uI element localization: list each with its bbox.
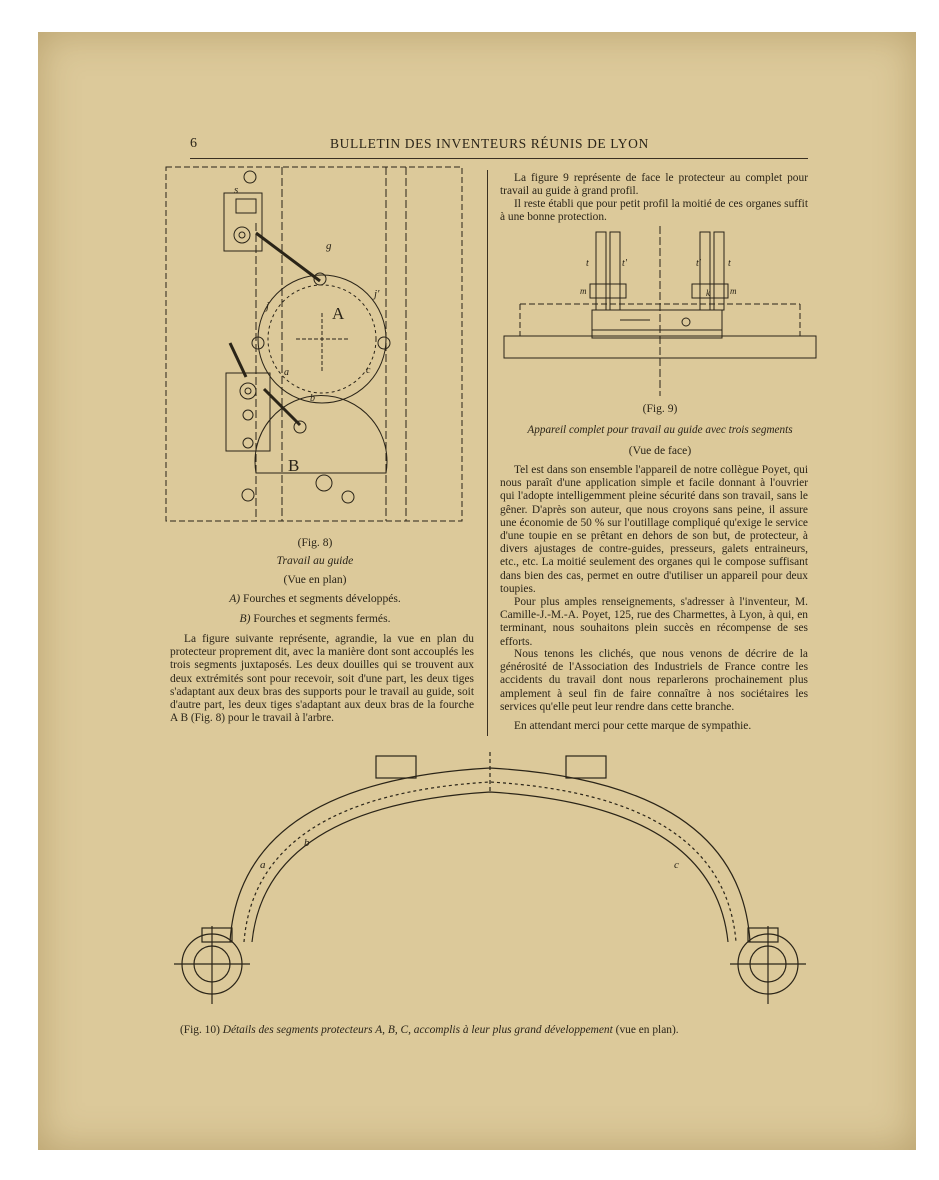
fig8-note-a-key: A) [229,592,241,605]
fig8-view: (Vue en plan) [283,573,347,586]
page-number: 6 [190,136,197,151]
fig10-caption-text: Détails des segments protecteurs A, B, C, accomplis à leur plus grand développement [219,1024,613,1036]
fig8-label-j: j [266,300,270,312]
fig10-caption-view: (vue en plan). [612,1024,679,1036]
fig9-label-t-prime-left: t' [622,258,627,269]
fig8-caption: (Fig. 8) [297,536,333,549]
fig8-label-c: c [366,365,371,376]
fig8-label-B: B [288,456,300,475]
fig9-drawing [500,226,820,396]
right-body-paragraph-1: Tel est dans son ensemble l'appareil de notre collègue Poyet, qui nous paraît d'une application simple et facile donnant à l'ouvrier qui l'adopte intelligemment pleine sécurité dans son travail, sans le gêner. D'après son auteur, que nous croyons sans peine, il assure une économie de 50 % sur l'outillage compliqué qu'exige le service d'une toupie en se prêtant en dehors de son but, de protecteur, à divers ajustages de contre-guides, presseurs, galets entraineurs, etc., etc. La moitié seulement des organes qui le compose suffisant dans bien des cas, permet en outre d'utiliser un appareil pour deux toupies. [500,464,808,595]
fig9-label-k: k [706,288,710,298]
fig9-label-t-right: t [728,258,731,269]
fig10-caption [180,1024,820,1036]
fig8-label-a: a [284,367,289,378]
fig9-view: (Vue de face) [628,444,692,457]
fig9-label-t-left: t [586,258,589,269]
fig8-drawing [160,163,470,528]
left-body-paragraph: La figure suivante représente, agrandie, la vue en plan du protecteur proprement dit, avec la manière dont sont accouplés les trois segments juxtaposés. Les deux douilles qui se trouvent aux deux extrémités sont pour recevoir, soit d'une part, les deux tiges s'adaptant aux deux bras des supports pour le travail au guide, soit d'autre part, les deux tiges s'adaptant aux deux bras de la fourche A B (Fig. 8) pour le travail à l'arbre. [170,633,474,725]
fig8-note-b-text: Fourches et segments fermés. [250,612,391,625]
right-body-paragraph-2: Pour plus amples renseignements, s'adresser à l'inventeur, M. Camille-J.-M.-A. Poyet, 125, rue des Charmettes, à Lyon, à qui, en terminant, nous souhaitons plein succès en récompense de ses efforts. [500,596,808,648]
fig9-label-m-left: m [580,286,587,296]
fig8-label-b: b [310,393,315,404]
fig8-note-b-key: B) [239,612,251,625]
right-intro-paragraph-1: La figure 9 représente de face le protecteur au complet pour travail au guide à grand profil. [500,172,808,198]
header-rule [190,158,808,159]
fig8-label-s: s [234,184,239,196]
fig10-label-a: a [260,859,266,871]
fig8-label-g: g [326,240,332,252]
fig10-label-c: c [674,859,679,871]
fig8-note-a [160,592,470,605]
fig8-label-j-prime: j' [374,288,380,300]
fig9-label-m-right: m [730,286,737,296]
fig8-subtitle: Travail au guide [276,554,354,567]
fig10-label-b: b [304,837,310,849]
right-body-paragraph-4: En attendant merci pour cette marque de sympathie. [514,720,752,732]
fig8-note-a-text: Fourches et segments développés. [240,592,401,605]
fig8-note-b [160,612,470,625]
fig9-label-t-prime-right: t' [696,258,701,269]
fig10-caption-num: (Fig. 10) [180,1024,220,1036]
fig8-label-A: A [332,304,345,323]
right-body-paragraph-3: Nous tenons les clichés, que nous venons de décrire de la générosité de l'Association des Industriels de France contre les accidents du travail dont nous reparlerons prochainement plus amplement à seul fin de faire connaître à nos sociétaires les services qu'elle peut leur rendre dans cette branche. [500,648,808,713]
fig9-subtitle: Appareil complet pour travail au guide avec trois segments [527,424,793,436]
bulletin-title: BULLETIN DES INVENTEURS RÉUNIS DE LYON [330,136,649,151]
fig9-caption: (Fig. 9) [642,402,678,415]
column-divider [487,170,488,736]
right-intro-paragraph-2: Il reste établi que pour petit profil la moitié de ces organes suffit à une bonne protection. [500,198,808,224]
fig10-drawing [170,742,810,1012]
